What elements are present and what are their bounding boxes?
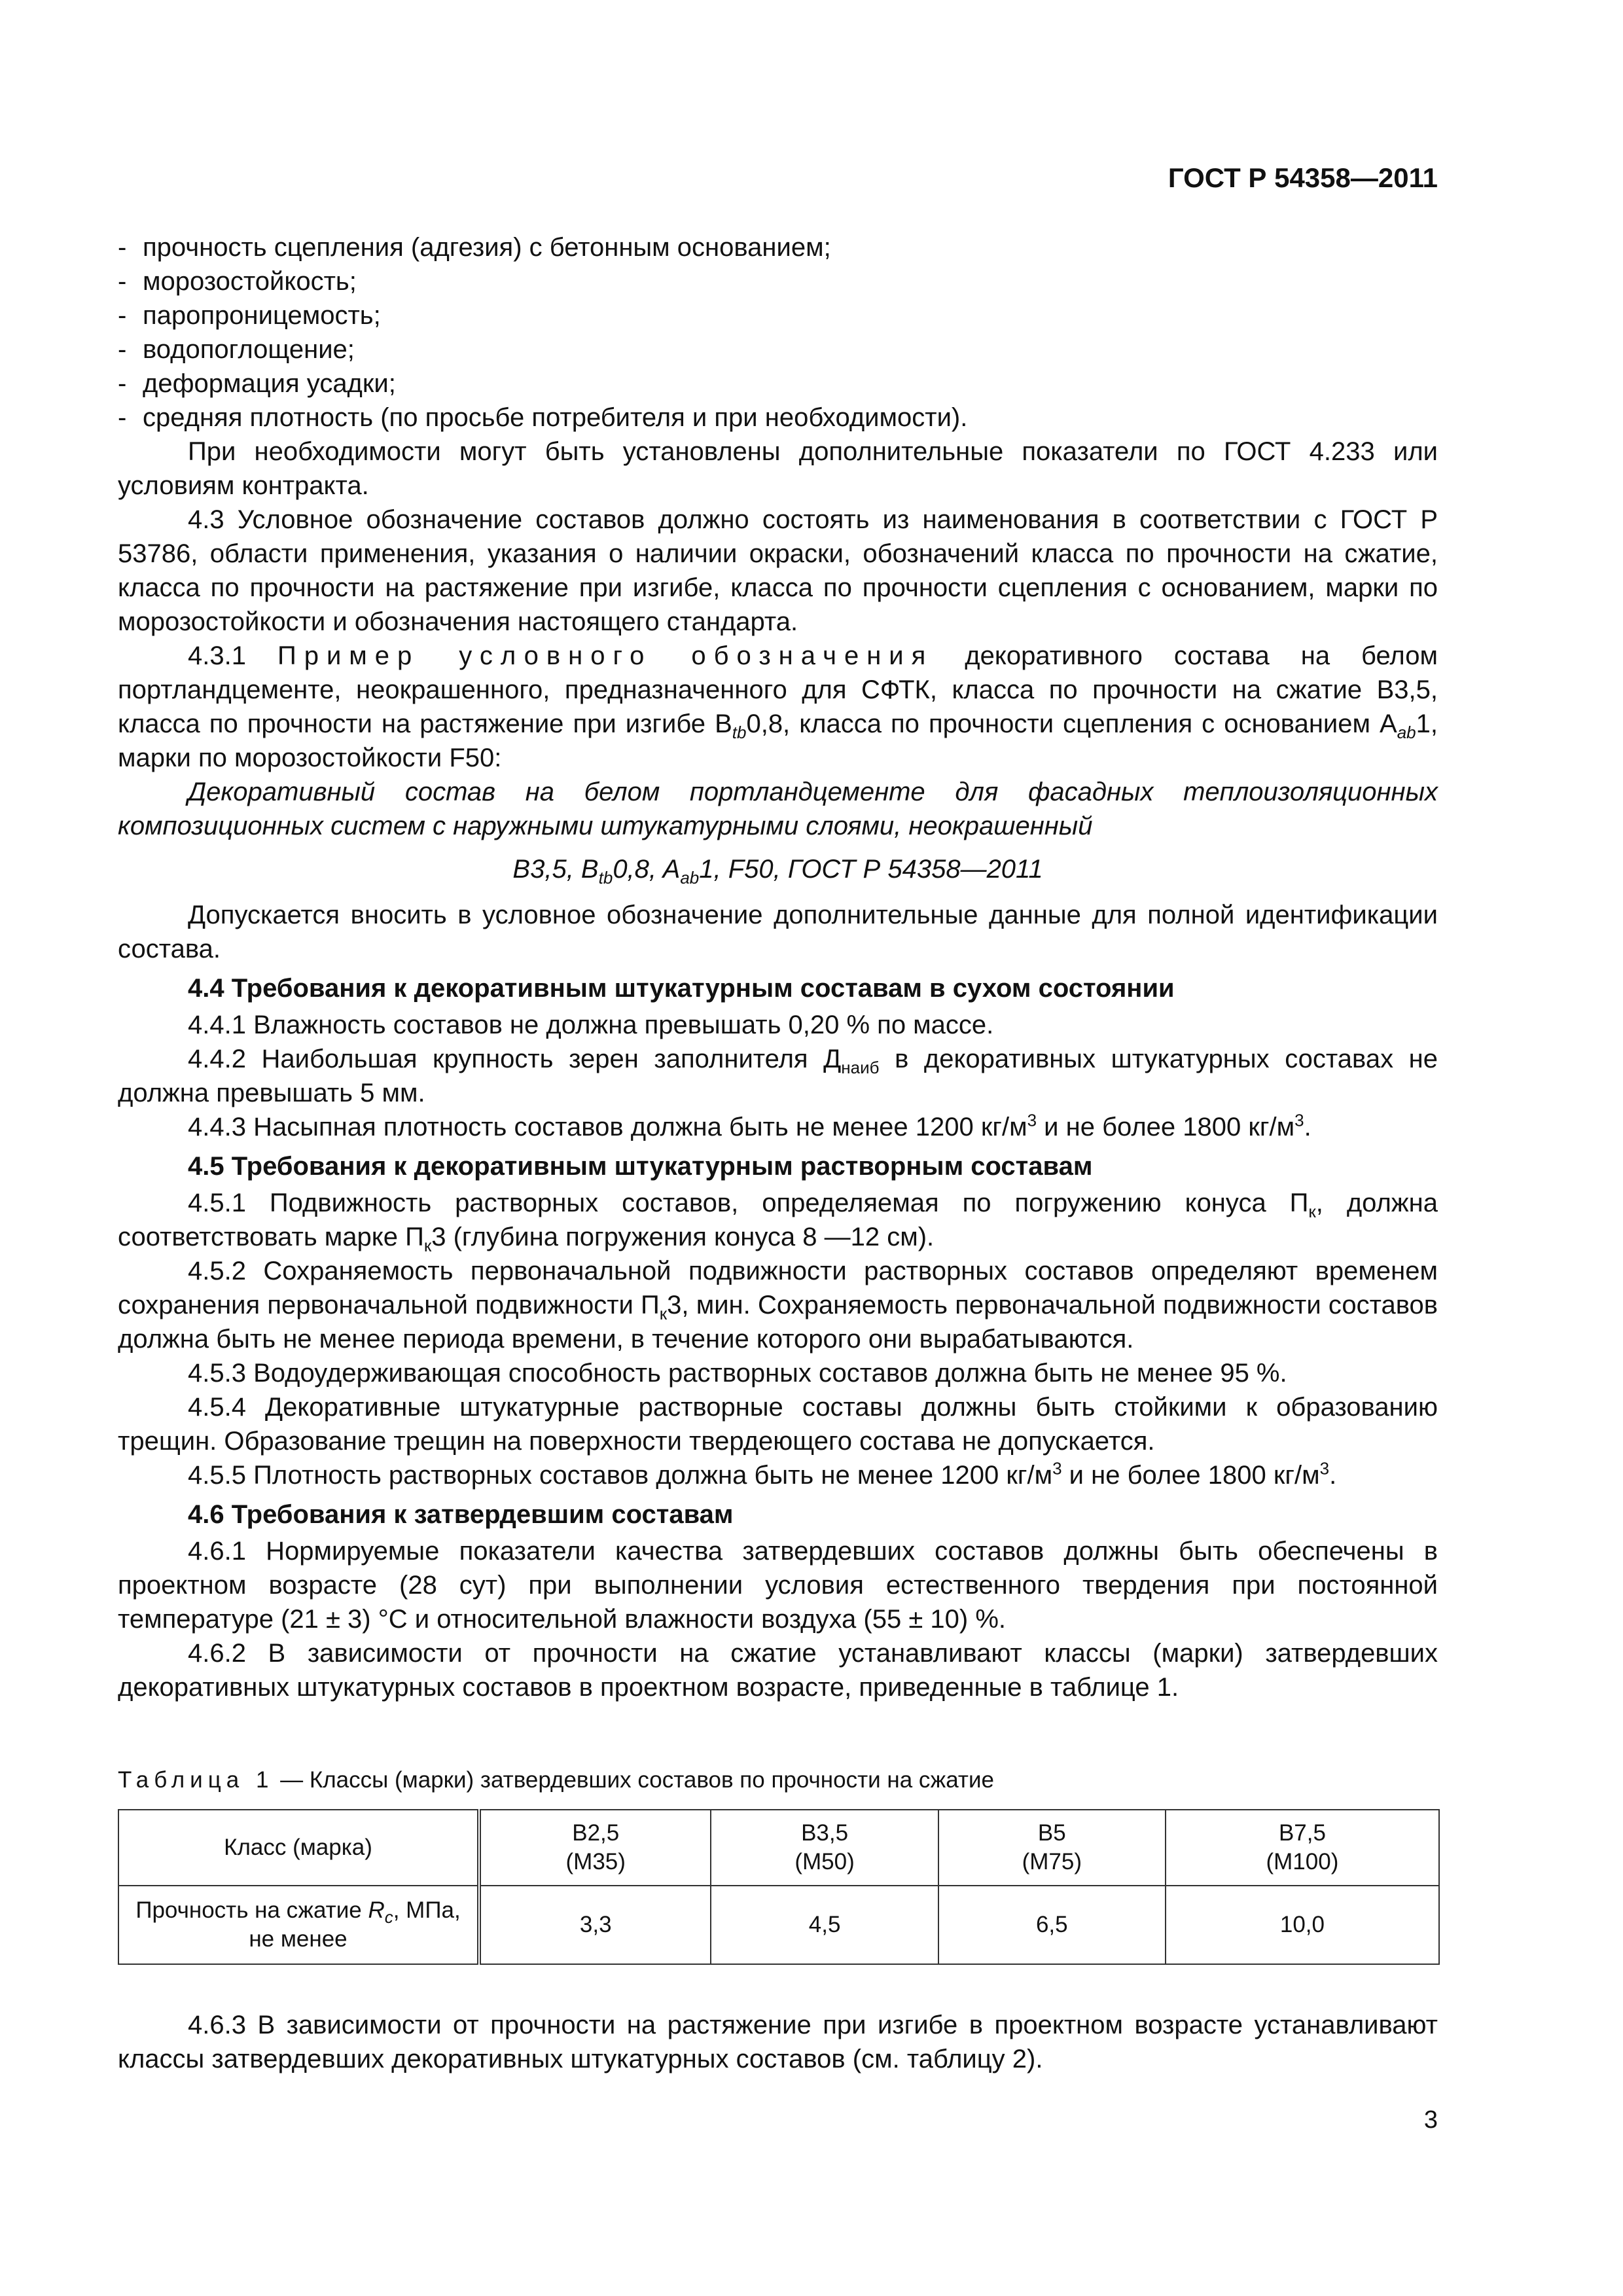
page-number: 3	[1423, 2106, 1438, 2134]
paragraph-4-4-3: 4.4.3 Насыпная плотность составов должна быть не менее 1200 $кг/м^3$ и не более 1800 $кг/м^3$.	[188, 1110, 1311, 1141]
paragraph-4-5-3: 4.5.3 Водоудерживающая способность растворных составов должна быть не менее 95 %.	[188, 1359, 1287, 1388]
paragraph-4-5-2: 4.5.2 Сохраняемость первоначальной подвижности растворных составов определяют временем сохранения первоначальной подвижности $П_к3$, мин. Сохраняемость первоначальной подвижности составов должна быть не менее периода времени, в течение которого они вырабатываются.	[118, 1257, 1438, 1354]
heading-4-6: 4.6 Требования к затвердевшим составам	[188, 1500, 734, 1529]
table-cell: 10,0	[1166, 1886, 1439, 1964]
table-cell: 4,5	[711, 1886, 938, 1964]
list-item: - прочность сцепления (адгезия) с бетонным основанием;	[118, 233, 831, 262]
paragraph-4-5-4: 4.5.4 Декоративные штукатурные растворные составы должны быть стойкими к образованию трещин. Образование трещин на поверхности твердеющего состава не допускается.	[118, 1393, 1438, 1456]
table-cell: 6,5	[938, 1886, 1166, 1964]
table-cell: В3,5 (М50)	[711, 1810, 938, 1886]
paragraph-additional-indicators: При необходимости могут быть установлены дополнительные показатели по ГОСТ 4.233 или условиям контракта.	[118, 437, 1438, 500]
paragraph-4-6-1: 4.6.1 Нормируемые показатели качества затвердевших составов должны быть обеспечены в проектном возрасте (28 сут) при выполнении условия естественного твердения при постоянной температуре (21 ± 3) °С и относительной влажности воздуха (55 ± 10) %.	[118, 1537, 1438, 1634]
designation-formula: В3,5, $B_{tb}0,8$, $A_{ab}1$, F50, ГОСТ Р 54358—2011	[512, 855, 1043, 888]
table-cell: В5 (М75)	[938, 1810, 1166, 1886]
list-item: - паропроницемость;	[118, 301, 381, 330]
table-cell-class-label: Класс (марка)	[118, 1810, 479, 1886]
list-item: - морозостойкость;	[118, 267, 357, 296]
document-header: ГОСТ Р 54358—2011	[1168, 162, 1438, 193]
paragraph-4-5-5: 4.5.5 Плотность растворных составов должна быть не менее 1200 $кг/м^3$ и не более 1800 $кг/м^3$.	[188, 1458, 1337, 1490]
table-cell: В7,5 (М100)	[1166, 1810, 1439, 1886]
table-cell: В2,5 (М35)	[479, 1810, 711, 1886]
strength-classes-table	[118, 1809, 1440, 1965]
main-content	[118, 230, 1438, 1704]
paragraph-4-3: 4.3 Условное обозначение составов должно состоять из наименования в соответствии с ГОСТ Р 53786, области применения, указания о наличии окраски, обозначений класса по прочности на сжатие, класса по прочности на растяжение при изгибе, класса по прочности сцепления с основанием, марки по морозостойкости и обозначения настоящего стандарта.	[118, 505, 1438, 636]
table-caption: Таблица 1 — Классы (марки) затвердевших составов по прочности на сжатие	[118, 1767, 994, 1793]
paragraph-4-5-1: 4.5.1 Подвижность растворных составов, определяемая по погружению конуса $П_к$, должна соответствовать марке $П_к3$ (глубина погружения конуса 8 —12 см).	[118, 1189, 1438, 1255]
table-cell: 3,3	[479, 1886, 711, 1964]
table-row	[118, 1810, 1439, 1886]
heading-4-5: 4.5 Требования к декоративным штукатурным растворным составам	[188, 1152, 1093, 1181]
table-row	[118, 1886, 1439, 1964]
heading-4-4: 4.4 Требования к декоративным штукатурным составам в сухом состоянии	[188, 974, 1175, 1003]
paragraph-4-4-1: 4.4.1 Влажность составов не должна превышать 0,20 % по массе.	[188, 1011, 994, 1039]
paragraph-4-3-1: 4.3.1 Пример условного обозначения декоративного состава на белом портландцементе, неокрашенного, предназначенного для СФТК, класса по прочности на сжатие В3,5, класса по прочности на растяжение при изгибе $B_{tb}0,8$, класса по прочности сцепления с основанием $А_{ab}1$, марки по морозостойкости F50:	[118, 641, 1438, 772]
list-item: - водопоглощение;	[118, 335, 355, 364]
table-cell-strength-label: Прочность на сжатие $R_c$, МПа, не менее	[118, 1886, 479, 1964]
paragraph-4-6-2: 4.6.2 В зависимости от прочности на сжатие устанавливают классы (марки) затвердевших декоративных штукатурных составов в проектном возрасте, приведенные в таблице 1.	[118, 1639, 1438, 1702]
paragraph-4-6-3: 4.6.3 В зависимости от прочности на растяжение при изгибе в проектном возрасте устанавливают классы затвердевших декоративных штукатурных составов (см. таблицу 2).	[118, 2011, 1438, 2073]
paragraph-4-4-2: 4.4.2 Наибольшая крупность зерен заполнителя $Д_{наиб}$ в декоративных штукатурных составах не должна превышать 5 мм.	[118, 1045, 1438, 1107]
list-item: - средняя плотность (по просьбе потребителя и при необходимости).	[118, 403, 968, 432]
list-item: - деформация усадки;	[118, 369, 396, 398]
paragraph-additional-data: Допускается вносить в условное обозначение дополнительные данные для полной идентификации состава.	[118, 901, 1438, 963]
example-text: Декоративный состав на белом портландцементе для фасадных теплоизоляционных композиционных систем с наружными штукатурными слоями, неокрашенный	[118, 778, 1438, 840]
paragraph-4-6-3-wrap	[118, 2008, 1438, 2076]
